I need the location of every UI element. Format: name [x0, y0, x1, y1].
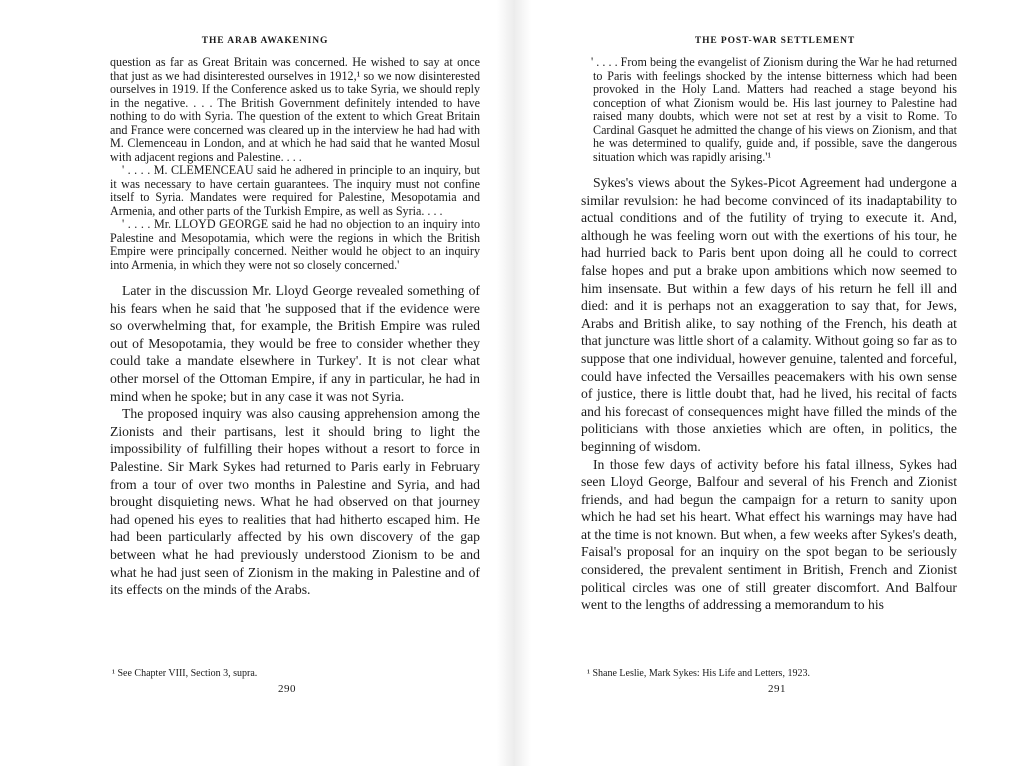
body-paragraph: Later in the discussion Mr. Lloyd George revealed something of his fears when he said that 'he supposed that if the evidence were so overwhelming that, for example, the British Empire was ruled out of Mesopotamia, they would be free to consider whether they could take a mandate elsewhere in Turkey'. It is not clear what other morsel of the Ottoman Empire, if any in particular, he had in mind when he spoke; but in any case it was not Syria.	[110, 283, 480, 404]
block-quote	[110, 56, 480, 272]
quote-paragraph: ' . . . . Mr. LLOYD GEORGE said he had no objection to an inquiry into Palestine and Mesopotamia, which were the regions in which the British Empire were principally concerned. Neither would he object to an inquiry into Armenia, in which they were not so closely concerned.'	[110, 217, 480, 272]
quote-paragraph: ' . . . . From being the evangelist of Zionism during the War he had returned to Paris with feelings shocked by the intense bitterness which had been provoked in the Holy Land. Matters had reached a stage beyond his conception of what Zionism would be. His last journey to Palestine had raised many doubts, which were not set at rest by a visit to Rome. To Cardinal Gasquet he admitted the change of his views on Zionism, and that he was determined to qualify, guide and, if possible, save the dangerous situation which was rapidly arising.'¹	[591, 55, 957, 164]
page-text	[110, 56, 480, 599]
block-quote	[581, 56, 957, 164]
body-paragraph: In those few days of activity before his fatal illness, Sykes had seen Lloyd George, Balfour and several of his French and Zionist friends, and had begun the campaign for a return to sanity upon which he had set his heart. What effect his warnings may have had at the time is not known. But when, a few weeks after Sykes's death, Faisal's proposal for an inquiry on the spot began to be seriously considered, the prevalent sentiment in British, French and Zionist political circles was one of still greater discomfort. And Balfour went to the lengths of addressing a memorandum to his	[581, 456, 957, 613]
running-head: THE POST-WAR SETTLEMENT	[694, 36, 856, 46]
quote-paragraph: ' . . . . M. CLEMENCEAU said he adhered in principle to an inquiry, but it was necessary to have certain guarantees. The inquiry must not confine itself to Syria. Mandates were required for Palestine, Mesopotamia and Armenia, and other parts of the Turkish Empire, as well as Syria. . . .	[110, 163, 480, 218]
page-number: 290	[278, 683, 296, 695]
body-text	[110, 282, 480, 599]
body-paragraph: The proposed inquiry was also causing apprehension among the Zionists and their partisans, lest it should bring to light the impossibility of fulfilling their hopes without a resort to force in Palestine. Sir Mark Sykes had returned to Paris early in February from a tour of over two months in Palestine and Syria, and had brought disquieting news. What he had observed on that journey had opened his eyes to realities that had hitherto escaped him. He had been particularly affected by his own discovery of the gap between what he had previously understood Zionism to be and what he had just seen of Zionism in the making in Palestine and of its effects on the minds of the Arabs.	[110, 406, 480, 598]
body-paragraph: Sykes's views about the Sykes-Picot Agreement had undergone a similar revulsion: he had become convinced of its inadaptability to actual conditions and of the futility of trying to execute it. And, although he was feeling worn out with the exertions of his tour, he had hurried back to Paris bent upon doing all he could to correct false hopes and put a brake upon ambitions which now seemed to him insensate. But within a few days of his return he fell ill and died: and it is perhaps not an exaggeration to say that, for Jews, Arabs and British alike, to say nothing of the French, his death at that juncture was little short of a calamity. Without going so far as to suppose that one individual, however genuine, talented and forceful, could have infected the Versailles peacemakers with his own sense of justice, there is little doubt that, had he lived, his recital of facts and his forecast of consequences might have filled the minds of the politicians with those anxieties which are often, in politics, the beginning of wisdom.	[581, 175, 957, 454]
running-head: THE ARAB AWAKENING	[201, 36, 329, 46]
footnote: ¹ See Chapter VIII, Section 3, supra.	[112, 668, 258, 679]
page-text	[581, 56, 957, 614]
quote-paragraph: question as far as Great Britain was concerned. He wished to say at once that just as we had disinterested ourselves in 1912,¹ so we now disinterested ourselves in 1919. If the Conference asked us to take Syria, we should reply in the negative. . . . The British Government definitely intended to have nothing to do with Syria. The question of the extent to which Great Britain and France were concerned was cleared up in the interview he had had with M. Clemenceau in London, and at which he had said that he wanted Mosul with adjacent regions and Palestine. . . .	[110, 55, 480, 164]
page-number: 291	[768, 683, 786, 695]
book-gutter	[497, 0, 531, 766]
footnote: ¹ Shane Leslie, Mark Sykes: His Life and Letters, 1923.	[587, 668, 810, 679]
body-text	[581, 174, 957, 614]
